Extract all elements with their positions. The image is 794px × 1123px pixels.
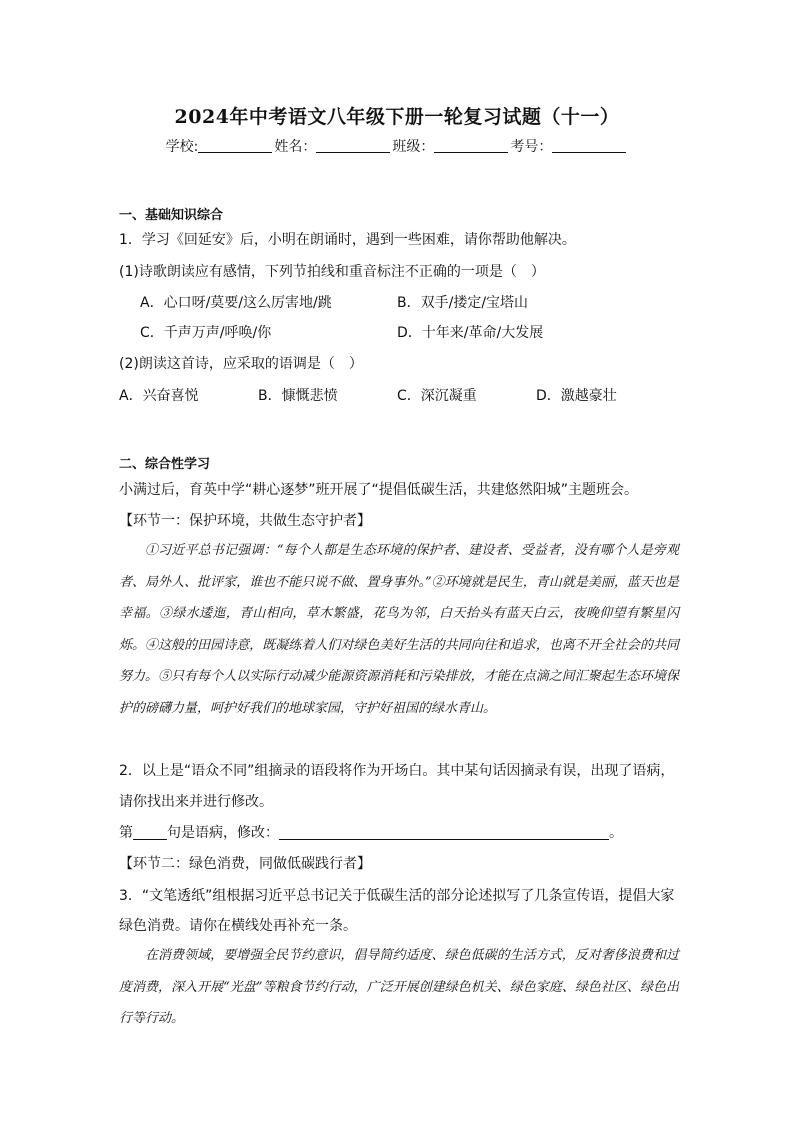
school-label: 学校: — [165, 139, 199, 155]
section2-heading: 二、综合性学习 — [119, 457, 211, 472]
exam-number-label: 考号： — [510, 139, 553, 155]
question-1-2: (2)朗读这首诗，应采取的语调是（ ） — [119, 356, 363, 372]
section2-intro: 小满过后，育英中学“耕心逐梦”班开展了“提倡低碳生活，共建悠然阳城”主题班会。 — [119, 482, 639, 498]
q1-1-option-d[interactable]: D．十年来/革命/大发展 — [397, 325, 544, 341]
question-2-line2: 请你找出来并进行修改。 — [119, 794, 273, 810]
passage-2: 在消费领域，要增强全民节约意识，倡导简约适度、绿色低碳的生活方式，反对奢侈浪费和过度消费，深入开展“光盘”等粮食节约行动，广泛开展创建绿色机关、绿色家庭、绿色社区、绿色出行等行动。 — [119, 948, 679, 1026]
q1-2-option-b[interactable]: B．慷慨悲愤 — [258, 388, 338, 404]
q1-2-option-d[interactable]: D．激越豪壮 — [536, 388, 617, 404]
document-title: 2024年中考语文八年级下册一轮复习试题（十一） — [174, 106, 620, 128]
exam-number-blank[interactable] — [552, 138, 626, 153]
question-2-answer-line — [119, 822, 623, 842]
class-blank[interactable] — [434, 138, 508, 153]
question-3-line1: 3．“文笔透纸”组根据习近平总书记关于低碳生活的部分论述拟写了几条宣传语，提倡大家 — [119, 888, 675, 904]
link2-heading: 【环节二：绿色消费，同做低碳践行者】 — [119, 856, 371, 872]
q1-1-option-a[interactable]: A．心口呀/莫要/这么厉害地/跳 — [140, 295, 332, 311]
q1-2-option-a[interactable]: A．兴奋喜悦 — [119, 388, 199, 404]
class-label: 班级： — [392, 139, 435, 155]
question-2-line1: 2．以上是“语众不同”组摘录的语段将作为开场白。其中某句话因摘录有误，出现了语病， — [119, 763, 675, 779]
q2-fill-end: 。 — [609, 825, 623, 841]
section1-heading: 一、基础知识综合 — [119, 208, 224, 223]
q2-revision-blank[interactable] — [279, 824, 609, 840]
q1-1-option-c[interactable]: C．千声万声/呼唤/你 — [140, 325, 272, 341]
question-1: 1．学习《回延安》后，小明在朗诵时，遇到一些困难，请你帮助他解决。 — [119, 232, 576, 248]
link1-heading: 【环节一：保护环境，共做生态守护者】 — [119, 513, 371, 529]
name-label: 姓名： — [274, 139, 317, 155]
question-3-line2: 绿色消费。请你在横线处再补充一条。 — [119, 918, 357, 934]
student-info-line — [0, 136, 794, 156]
school-blank[interactable] — [198, 138, 272, 153]
q1-2-option-c[interactable]: C．深沉凝重 — [397, 388, 477, 404]
q2-fill-prefix: 第 — [119, 825, 133, 841]
q2-sentence-number-blank[interactable] — [133, 824, 167, 840]
q1-1-option-b[interactable]: B．双手/搂定/宝塔山 — [397, 295, 529, 311]
q2-fill-mid: 句是语病，修改： — [167, 825, 279, 841]
passage-1: ①习近平总书记强调：“每个人都是生态环境的保护者、建设者、受益者，没有哪个人是旁观者、局外人、批评家，谁也不能只说不做、置身事外。”②环境就是民生，青山就是美丽，蓝天也是幸福。③绿水逶迤，青山相向，草木繁盛，花鸟为邻，白天抬头有蓝天白云，夜晚仰望有繁星闪烁。④这般的田园诗意，既凝练着人们对绿色美好生活的共同向往和追求，也离不开全社会的共同努力。⑤只有每个人以实际行动减少能源资源消耗和污染排放，才能在点滴之间汇聚起生态环境保护的磅礴力量，呵护好我们的地球家园，守护好祖国的绿水青山。 — [119, 543, 679, 716]
question-1-1: (1)诗歌朗读应有感情，下列节拍线和重音标注不正确的一项是（ ） — [119, 264, 545, 280]
name-blank[interactable] — [316, 138, 390, 153]
